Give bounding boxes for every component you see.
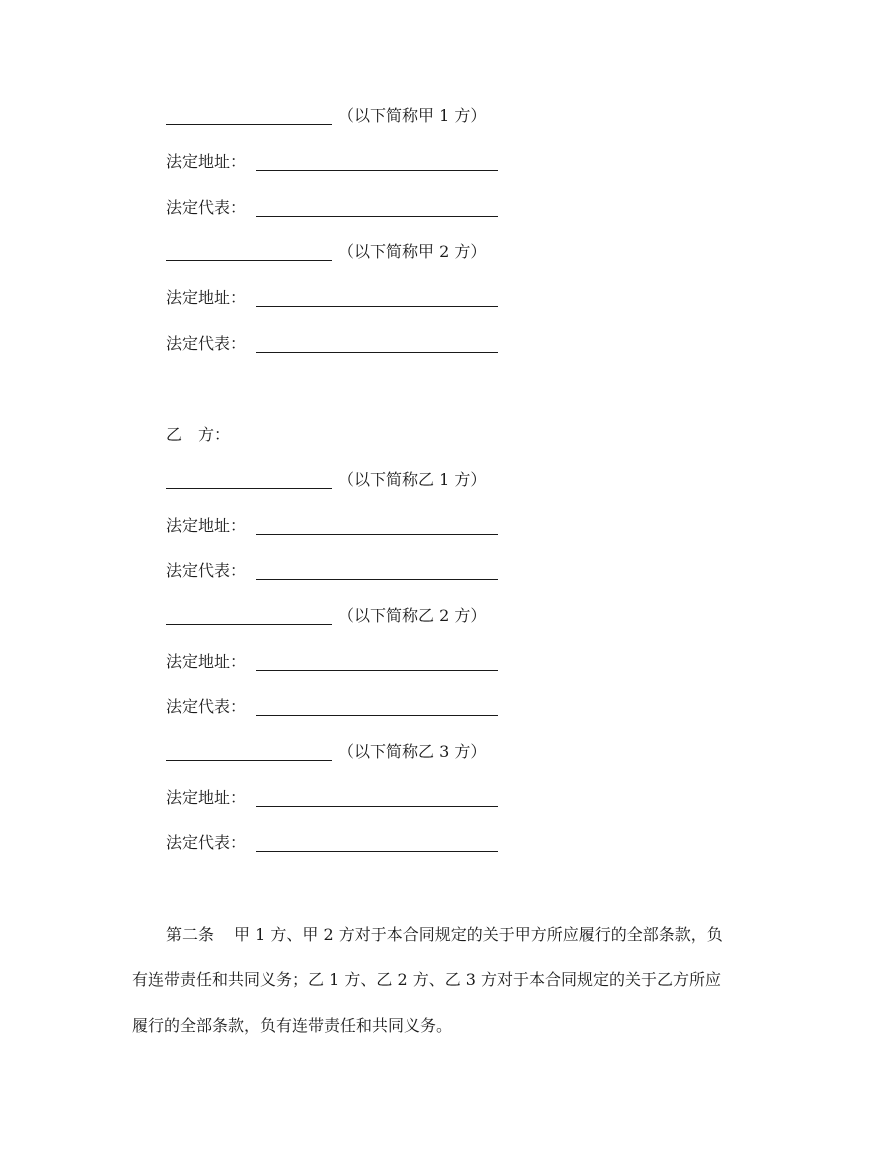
party-b1-address-blank[interactable]	[256, 534, 498, 535]
party-b-heading: 乙 方：	[166, 425, 231, 444]
party-b3-rep-label: 法定代表：	[166, 833, 247, 852]
party-a2-rep-blank[interactable]	[256, 352, 498, 353]
party-b1-address-label: 法定地址：	[166, 516, 247, 535]
party-b1-rep-blank[interactable]	[256, 579, 498, 580]
party-a2-rep-label: 法定代表：	[166, 334, 247, 353]
article-2-line-2: 有连带责任和共同义务；乙 1 方、乙 2 方、乙 3 方对于本合同规定的关于乙方所应	[132, 970, 722, 989]
party-a2-address-label: 法定地址：	[166, 288, 247, 307]
party-a1-address-blank[interactable]	[256, 170, 498, 171]
party-b1-alias: （以下简称乙 1 方）	[338, 470, 487, 489]
party-b1-name-blank[interactable]	[166, 488, 332, 489]
article-2-line-3: 履行的全部条款，负有连带责任和共同义务。	[132, 1016, 453, 1035]
party-b2-address-blank[interactable]	[256, 670, 498, 671]
party-a1-rep-blank[interactable]	[256, 216, 498, 217]
party-a1-name-blank[interactable]	[166, 124, 332, 125]
party-a2-name-blank[interactable]	[166, 260, 332, 261]
party-a1-alias: （以下简称甲 1 方）	[338, 106, 487, 125]
party-b3-address-label: 法定地址：	[166, 788, 247, 807]
party-a1-address-label: 法定地址：	[166, 152, 247, 171]
party-b3-alias: （以下简称乙 3 方）	[338, 742, 487, 761]
party-b2-rep-label: 法定代表：	[166, 697, 247, 716]
party-a1-rep-label: 法定代表：	[166, 198, 247, 217]
party-a2-alias: （以下简称甲 2 方）	[338, 242, 487, 261]
article-2-heading: 第二条	[166, 925, 215, 944]
party-b2-alias: （以下简称乙 2 方）	[338, 606, 487, 625]
party-b3-name-blank[interactable]	[166, 760, 332, 761]
article-2-line-1	[166, 925, 723, 945]
party-b2-name-blank[interactable]	[166, 624, 332, 625]
party-b3-rep-blank[interactable]	[256, 851, 498, 852]
party-b2-address-label: 法定地址：	[166, 652, 247, 671]
article-2-line-1-text: 甲 1 方、甲 2 方对于本合同规定的关于甲方所应履行的全部条款，负	[234, 925, 723, 944]
party-b1-rep-label: 法定代表：	[166, 561, 247, 580]
party-b3-address-blank[interactable]	[256, 806, 498, 807]
party-b2-rep-blank[interactable]	[256, 715, 498, 716]
party-a2-address-blank[interactable]	[256, 306, 498, 307]
